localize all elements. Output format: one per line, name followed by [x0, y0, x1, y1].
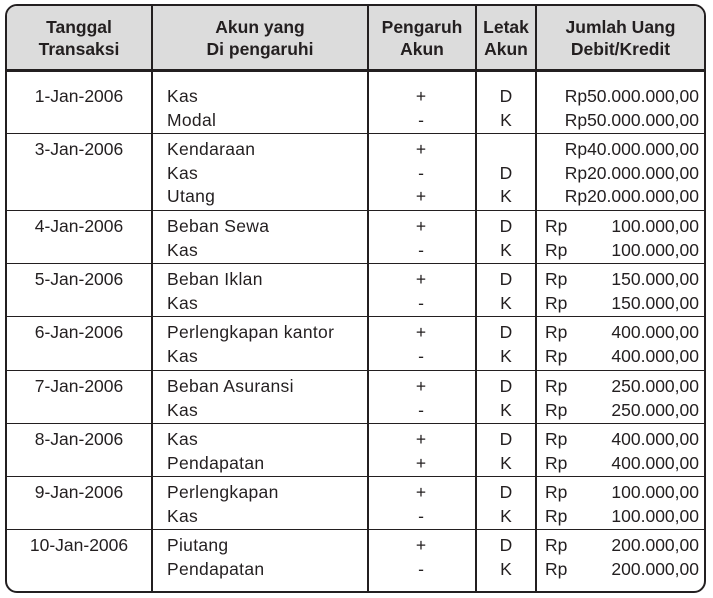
account-effect: + [415, 186, 427, 206]
effect-list [377, 138, 465, 209]
amount-value: 400.000,00 [611, 452, 699, 473]
account-name: Kas [167, 292, 199, 313]
position-list [477, 215, 535, 262]
position-list [477, 85, 535, 132]
account-list [167, 481, 367, 528]
account-position: K [500, 109, 512, 130]
amount-list [545, 428, 699, 475]
table-row [7, 371, 704, 424]
position-list [477, 321, 535, 368]
account-position: D [499, 535, 513, 555]
account-position: D [499, 86, 513, 106]
transaction-date: 9-Jan-2006 [34, 482, 124, 502]
account-name: Pendapatan [167, 452, 265, 473]
amount-currency: Rp [545, 535, 568, 555]
header-akun-line-1: Akun yang [215, 16, 305, 37]
account-name: Perlengkapan [167, 482, 279, 502]
header-jumlah-uang [537, 6, 704, 69]
account-list [167, 534, 367, 581]
account-effect: - [418, 162, 424, 183]
transaction-date: 6-Jan-2006 [34, 322, 124, 342]
amount-currency: Rp [545, 269, 568, 289]
amount-value: 200.000,00 [611, 558, 699, 579]
effect-list [377, 428, 465, 475]
account-effect: - [418, 558, 424, 579]
account-position: K [500, 345, 512, 366]
amount-list [545, 138, 699, 209]
position-list [477, 375, 535, 422]
table-row [7, 530, 704, 583]
account-list [167, 85, 367, 132]
amount-value: 250.000,00 [611, 376, 699, 396]
amount [545, 109, 699, 133]
amount-list [545, 321, 699, 368]
account-position: D [499, 376, 513, 396]
account-list [167, 321, 367, 368]
amount [545, 375, 699, 399]
account-position: D [499, 216, 513, 236]
amount-currency: Rp [545, 399, 568, 420]
amount [545, 138, 699, 162]
amount-value: 100.000,00 [611, 216, 699, 236]
transaction-date: 10-Jan-2006 [29, 535, 129, 555]
amount [545, 558, 699, 582]
amount-value: 400.000,00 [611, 322, 699, 342]
amount-currency: Rp [545, 505, 568, 526]
effect-list [377, 534, 465, 581]
table-row [7, 424, 704, 477]
amount-list [545, 85, 699, 132]
header-tanggal-line-2: Transaksi [38, 38, 120, 59]
account-effect: - [418, 345, 424, 366]
amount-value: 150.000,00 [611, 269, 699, 289]
amount-currency: Rp [545, 482, 568, 502]
account-position: K [500, 292, 512, 313]
amount-currency: Rp [545, 376, 568, 396]
amount-value: Rp50.000.000,00 [564, 109, 699, 130]
account-position: K [500, 186, 512, 206]
amount [545, 185, 699, 209]
table-row [7, 264, 704, 317]
amount [545, 162, 699, 186]
transaction-date: 1-Jan-2006 [34, 86, 124, 106]
effect-list [377, 215, 465, 262]
amount-value: 400.000,00 [611, 345, 699, 366]
account-name: Beban Sewa [167, 216, 270, 236]
account-name: Modal [167, 109, 217, 130]
amount [545, 85, 699, 109]
amount [545, 292, 699, 316]
header-pengaruh-line-1: Pengaruh [381, 16, 463, 37]
amount-value: 250.000,00 [611, 399, 699, 420]
amount-value: 100.000,00 [611, 239, 699, 260]
position-list [477, 534, 535, 581]
account-name: Kas [167, 162, 199, 183]
amount-currency: Rp [545, 322, 568, 342]
account-name: Kas [167, 399, 199, 420]
transaction-date: 8-Jan-2006 [34, 429, 124, 449]
position-list [477, 428, 535, 475]
header-letak-line-2: Akun [484, 38, 528, 59]
account-position: K [500, 558, 512, 579]
account-position: K [500, 399, 512, 420]
amount-currency: Rp [545, 216, 568, 236]
header-letak-line-1: Letak [483, 16, 529, 37]
table-row [7, 477, 704, 530]
account-list [167, 268, 367, 315]
table-row [7, 134, 704, 211]
account-name: Kas [167, 345, 199, 366]
effect-list [377, 85, 465, 132]
amount-value: 150.000,00 [611, 292, 699, 313]
amount [545, 481, 699, 505]
header-tanggal-line-1: Tanggal [46, 16, 112, 37]
amount-currency: Rp [545, 345, 568, 366]
account-effect: + [415, 86, 427, 106]
account-name: Perlengkapan kantor [167, 322, 335, 342]
header-akun-dipengaruhi [153, 6, 367, 69]
account-position: K [500, 505, 512, 526]
header-letak-akun [477, 6, 535, 69]
amount-value: Rp50.000.000,00 [564, 86, 699, 106]
position-list [477, 481, 535, 528]
account-effect: + [415, 452, 427, 473]
effect-list [377, 321, 465, 368]
amount [545, 428, 699, 452]
account-list [167, 375, 367, 422]
account-list [167, 138, 367, 209]
effect-list [377, 268, 465, 315]
header-jumlah-line-1: Jumlah Uang [565, 16, 676, 37]
effect-list [377, 481, 465, 528]
amount-currency: Rp [545, 239, 568, 260]
amount-list [545, 268, 699, 315]
account-name: Beban Asuransi [167, 376, 294, 396]
account-name: Kas [167, 505, 199, 526]
amount-currency: Rp [545, 429, 568, 449]
amount-list [545, 534, 699, 581]
amount-value: Rp20.000.000,00 [564, 162, 699, 183]
amount-value: Rp40.000.000,00 [564, 139, 699, 159]
amount-currency: Rp [545, 452, 568, 473]
header-tanggal-transaksi [7, 6, 151, 69]
amount [545, 534, 699, 558]
account-position [477, 138, 535, 162]
amount-list [545, 375, 699, 422]
table-row [7, 72, 704, 134]
table-header [7, 6, 704, 72]
amount [545, 321, 699, 345]
journal-table [5, 4, 706, 593]
account-effect: - [418, 399, 424, 420]
amount [545, 452, 699, 476]
header-pengaruh-line-2: Akun [400, 38, 444, 59]
table-row [7, 211, 704, 264]
account-name: Pendapatan [167, 558, 265, 579]
account-name: Piutang [167, 535, 229, 555]
amount-currency: Rp [545, 292, 568, 313]
account-position: K [500, 239, 512, 260]
position-list [477, 268, 535, 315]
amount [545, 215, 699, 239]
account-effect: - [418, 292, 424, 313]
account-position: D [499, 162, 513, 183]
amount-value: 100.000,00 [611, 482, 699, 502]
amount [545, 399, 699, 423]
position-list [477, 138, 535, 209]
transaction-date: 4-Jan-2006 [34, 216, 124, 236]
account-effect: + [415, 216, 427, 236]
account-effect: - [418, 109, 424, 130]
account-position: D [499, 429, 513, 449]
account-effect: + [415, 322, 427, 342]
account-effect: + [415, 482, 427, 502]
account-list [167, 428, 367, 475]
amount-currency: Rp [545, 558, 568, 579]
account-name: Kas [167, 86, 199, 106]
account-position: D [499, 322, 513, 342]
account-effect: + [415, 376, 427, 396]
amount-value: 400.000,00 [611, 429, 699, 449]
account-effect: - [418, 505, 424, 526]
account-position: D [499, 269, 513, 289]
account-name: Kas [167, 429, 199, 449]
effect-list [377, 375, 465, 422]
account-position: K [500, 452, 512, 473]
account-name: Utang [167, 186, 216, 206]
account-effect: + [415, 535, 427, 555]
account-list [167, 215, 367, 262]
amount-list [545, 481, 699, 528]
header-pengaruh-akun [369, 6, 475, 69]
account-name: Kendaraan [167, 139, 256, 159]
amount [545, 268, 699, 292]
header-jumlah-line-2: Debit/Kredit [570, 38, 671, 59]
amount-list [545, 215, 699, 262]
table-row [7, 317, 704, 371]
account-effect: + [415, 139, 427, 159]
amount-value: 200.000,00 [611, 535, 699, 555]
account-name: Kas [167, 239, 199, 260]
header-akun-line-2: Di pengaruhi [206, 38, 314, 59]
amount [545, 239, 699, 263]
transaction-date: 5-Jan-2006 [34, 269, 124, 289]
account-name: Beban Iklan [167, 269, 263, 289]
amount [545, 505, 699, 529]
amount [545, 345, 699, 369]
transaction-date: 7-Jan-2006 [34, 376, 124, 396]
account-effect: + [415, 269, 427, 289]
amount-value: Rp20.000.000,00 [564, 186, 699, 206]
transaction-date: 3-Jan-2006 [34, 139, 124, 159]
account-effect: + [415, 429, 427, 449]
amount-value: 100.000,00 [611, 505, 699, 526]
account-position: D [499, 482, 513, 502]
account-effect: - [418, 239, 424, 260]
